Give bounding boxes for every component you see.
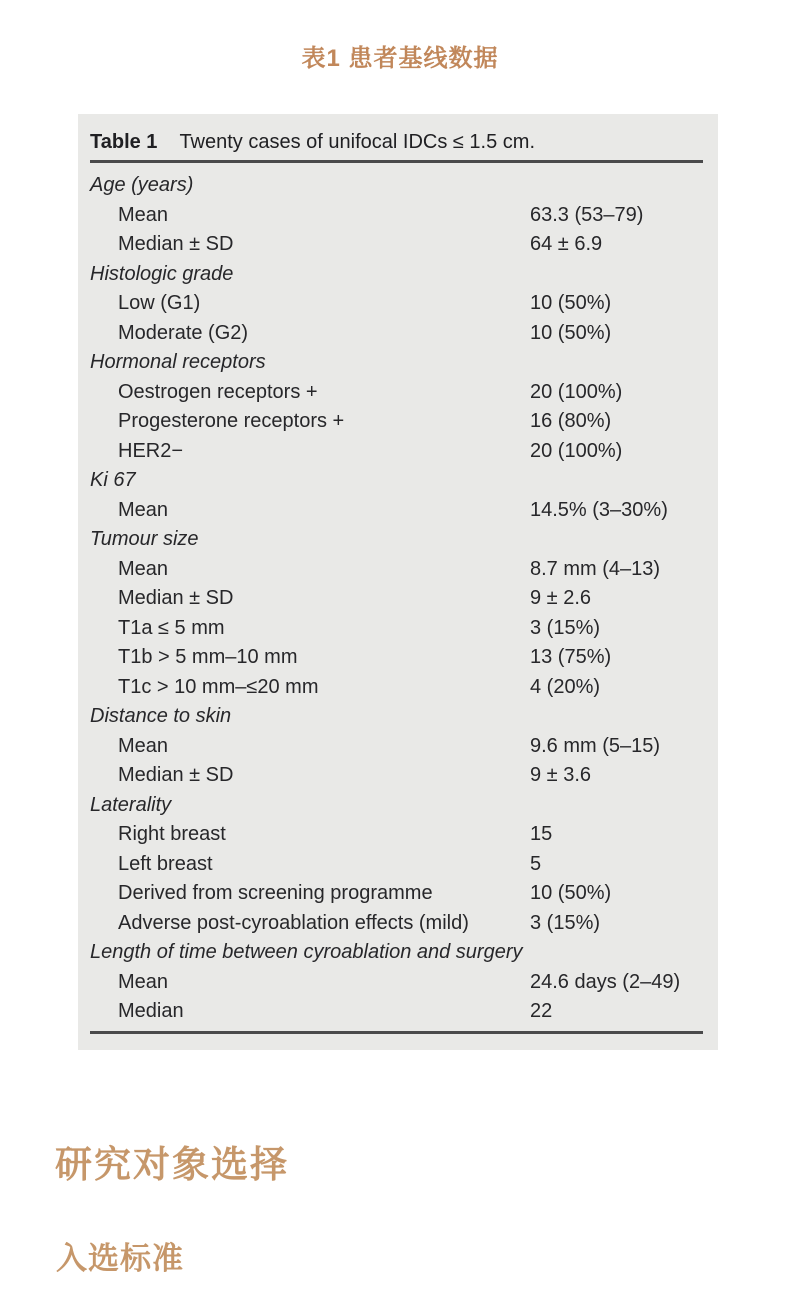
row-value: 64 ± 6.9 — [530, 233, 603, 255]
row-value: 20 (100%) — [530, 439, 623, 462]
row-label: T1b > 5 mm–10 mm — [118, 646, 298, 668]
row-label: Oestrogen receptors + — [118, 380, 318, 403]
table-row — [90, 584, 706, 614]
row-label: Adverse post-cyroablation effects (mild) — [118, 911, 469, 934]
table-row — [90, 761, 706, 791]
table-row — [90, 555, 706, 585]
table-row — [90, 378, 706, 408]
row-value: 10 (50%) — [530, 292, 612, 314]
table-row — [90, 968, 706, 998]
row-label: Mean — [118, 203, 169, 226]
row-value: 16 (80%) — [530, 410, 612, 432]
page-title-cn: 表1 患者基线数据 — [301, 45, 499, 72]
row-value: 63.3 (53–79) — [530, 203, 644, 226]
row-label: Median ± SD — [118, 764, 234, 786]
row-value: 8.7 mm (4–13) — [530, 557, 661, 580]
table-row — [90, 643, 706, 673]
row-label: Distance to skin — [90, 705, 232, 727]
row-value: 20 (100%) — [530, 380, 623, 403]
table-row — [90, 614, 706, 644]
table-row — [90, 260, 706, 290]
table-row — [90, 230, 706, 260]
row-label: Laterality — [90, 793, 172, 816]
row-label: Length of time between cyroablation and surgery — [90, 941, 523, 963]
table-row — [90, 673, 706, 703]
row-label: Derived from screening programme — [118, 882, 433, 904]
row-value: 9 ± 3.6 — [530, 764, 592, 786]
table-top-rule — [90, 160, 703, 163]
row-label: Low (G1) — [118, 292, 201, 314]
row-label: Median — [118, 1000, 184, 1022]
row-value: 4 (20%) — [530, 675, 601, 698]
row-value: 9 ± 2.6 — [530, 587, 592, 609]
row-label: Ki 67 — [90, 469, 136, 491]
table-bottom-rule — [90, 1031, 703, 1034]
row-value: 10 (50%) — [530, 321, 612, 344]
table-row — [90, 732, 706, 762]
table-row — [90, 820, 706, 850]
row-value: 9.6 mm (5–15) — [530, 734, 661, 757]
table-figure — [78, 114, 718, 1050]
row-label: Median ± SD — [118, 233, 234, 255]
table-row — [90, 466, 706, 496]
row-value: 22 — [530, 1000, 553, 1022]
row-label: Mean — [118, 557, 169, 580]
table-row — [90, 289, 706, 319]
table-row — [90, 525, 706, 555]
row-value: 10 (50%) — [530, 882, 612, 904]
table-row — [90, 201, 706, 231]
table-row — [90, 171, 706, 201]
row-label: Median ± SD — [118, 587, 234, 609]
row-label: Moderate (G2) — [118, 321, 249, 344]
row-label: Age (years) — [90, 174, 194, 196]
table-caption-label: Table 1 — [90, 131, 158, 153]
row-value: 3 (15%) — [530, 911, 601, 934]
table-row — [90, 850, 706, 880]
row-value: 14.5% (3–30%) — [530, 498, 668, 521]
row-value: 5 — [530, 852, 542, 875]
row-value: 13 (75%) — [530, 646, 612, 668]
row-label: Hormonal receptors — [90, 351, 266, 373]
row-label: T1a ≤ 5 mm — [118, 616, 225, 639]
table-row — [90, 938, 706, 968]
row-label: Mean — [118, 734, 169, 757]
row-label: Mean — [118, 498, 169, 521]
table-row — [90, 791, 706, 821]
row-value: 15 — [530, 823, 553, 845]
row-label: Mean — [118, 970, 169, 993]
table-row — [90, 879, 706, 909]
row-label: HER2− — [118, 439, 184, 462]
row-value: 3 (15%) — [530, 616, 601, 639]
row-label: Progesterone receptors + — [118, 410, 345, 432]
row-value: 24.6 days (2–49) — [530, 970, 681, 993]
table-row — [90, 348, 706, 378]
row-label: Left breast — [118, 852, 213, 875]
row-label: T1c > 10 mm–≤20 mm — [118, 675, 319, 698]
row-label: Right breast — [118, 823, 226, 845]
subsection-heading-cn: 入选标准 — [56, 1241, 184, 1276]
table-row — [90, 997, 706, 1027]
row-label: Histologic grade — [90, 262, 234, 285]
table-row — [90, 407, 706, 437]
table-row — [90, 319, 706, 349]
section-heading-cn: 研究对象选择 — [55, 1142, 289, 1186]
table-rows — [90, 171, 706, 1027]
table-row — [90, 702, 706, 732]
table-row — [90, 909, 706, 939]
table-caption-text: Twenty cases of unifocal IDCs ≤ 1.5 cm. — [179, 131, 535, 153]
table-caption — [90, 129, 706, 155]
row-label: Tumour size — [90, 528, 199, 550]
table-row — [90, 496, 706, 526]
table-row — [90, 437, 706, 467]
